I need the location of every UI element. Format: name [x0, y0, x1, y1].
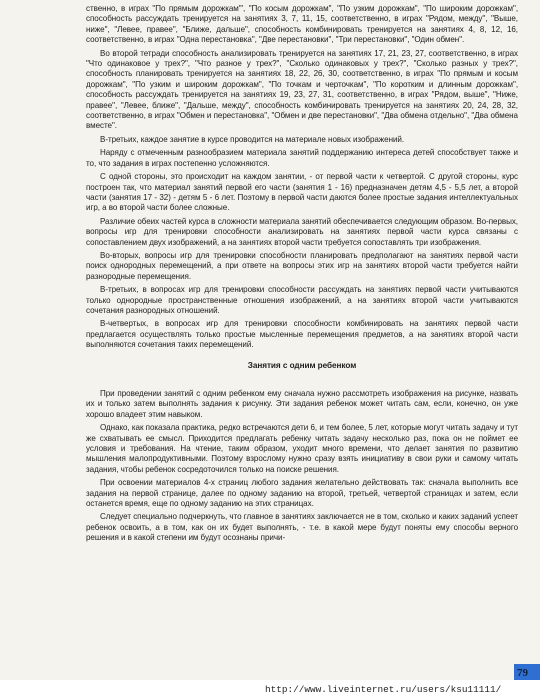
watermark-url: http://www.liveinternet.ru/users/ksu11111/ [265, 684, 502, 695]
paragraph: ственно, в играх "По прямым дорожкам"', "По косым дорожкам", "По узким дорожкам", "По широким дорожкам", способность рассуждать тренируется на занятиях 3, 7, 11, 15, соответственно, в играх "Рядом, между", "Выше, ниже", "Левее, правее", "Ближе, дальше", способность комбинировать тренируется на занятиях 4, 8, 12, 16, соответственно, в играх "Одна перестановка", "Две перестановки", "Три перестановки", "Один обмен". [86, 4, 518, 45]
paragraph: Во-вторых, вопросы игр для тренировки способности планировать предполагают на занятиях первой части поиск однородных перемещений, а при ответе на вопросы этих игр на занятиях второй части требуется найти разнородные перемещения. [86, 250, 518, 281]
paragraph: При проведении занятий с одним ребенком ему сначала нужно рассмотреть изображения на рисунке, назвать их и только затем выполнять задания к рисунку. Эти задания ребенок может читать сам, если, конечно, он уже хорошо владеет этим навыком. [86, 389, 518, 419]
paragraph: При освоении материалов 4-х страниц любого задания желательно действовать так: сначала выполнить все задания на первой странице, далее по одному заданию на второй, третьей, четвертой страницах и затем, если останется время, еще по одному заданию на этих страницах. [86, 478, 518, 509]
paragraph: Наряду с отмеченным разнообразием материала занятий поддержанию интереса детей способствует также и то, что задания в играх постепенно усложняются. [86, 148, 518, 168]
paragraph: С одной стороны, это происходит на каждом занятии, - от первой части к четвертой. С другой стороны, курс построен так, что материал занятий первой его части (занятия 1 - 16) предназначен детям 4,5 - 5,5 лет, а второй части (занятия 17 - 32) - детям 5 - 6 лет. Поэтому в первой части даются более простые задания интеллектуальных игр, а во второй части более сложные. [86, 172, 518, 213]
page-number: 79 [514, 664, 540, 686]
paragraph: В-третьих, в вопросах игр для тренировки способности рассуждать на занятиях первой части учитываются только однородные пространственные отношения изображений, а на занятиях второй части учитываются сочетания разнородных отношений. [86, 285, 518, 315]
section-heading: Занятия с одним ребенком [247, 360, 357, 370]
paragraph: В-четвертых, в вопросах игр для тренировки способности комбинировать на занятиях первой части предлагается осуществлять только простые мысленные перемещения предметов, а на занятиях второй части выполняются сочетания таких перемещений. [86, 319, 518, 350]
paragraph: Во второй тетради способность анализировать тренируется на занятиях 17, 21, 23, 27, соответственно, в играх "Что одинаковое у трех?", "Что разное у трех?", "Сколько одинаковых у трех?", "Сколько разных у трех?", способность планировать тренируется на занятиях 18, 22, 26, 30, соответственно, в играх "По прямым и косым дорожкам", "По узким и широким дорожкам", "По точкам и черточкам", "По коротким и длинным дорожкам", способность рассуждать тренируется на занятиях 19, 23, 27, 31, соответственно, в играх "Рядом, выше", "Ниже, правее", "Левее, ближе", "Дальше, между", способность комбинировать тренируется на занятиях 20, 24, 28, 32, соответственно, в играх "Обмен и перестановка", "Обмен и две перестановки", "Два обмена отдельно", "Два обмена вместе". [86, 48, 518, 131]
paragraph: Однако, как показала практика, редко встречаются дети 6, и тем более, 5 лет, которые могут читать задачу и тут же схватывать ее смысл. Приходится предлагать ребенку читать задачу несколько раз, пока он не поймет ее условия и требования. На чтение, таким образом, уходит много времени, что делает занятия по развитию мышления малопродуктивными. Поэтому взрослому нужно сразу взять инициативу в свои руки и самому читать задания, чтобы ребенок сосредоточился только на поиске решения. [86, 423, 518, 474]
document-page [86, 4, 518, 547]
paragraph: Различие обеих частей курса в сложности материала занятий обеспечивается следующим образом. Во-первых, вопросы игр для тренировки способности анализировать на занятиях первой части курса связаны с сопоставлением двух изображений, а на занятиях второй части требуется сопоставлять три изображения. [86, 216, 518, 247]
paragraph: Следует специально подчеркнуть, что главное в занятиях заключается не в том, сколько и каких заданий успеет ребенок освоить, а в том, как он их будет выполнять, - т.е. в какой мере будут поняты ему способы верного решения и в какой степени им будут осознаны причи- [86, 512, 518, 543]
paragraph: В-третьих, каждое занятие в курсе проводится на материале новых изображений. [100, 134, 405, 144]
